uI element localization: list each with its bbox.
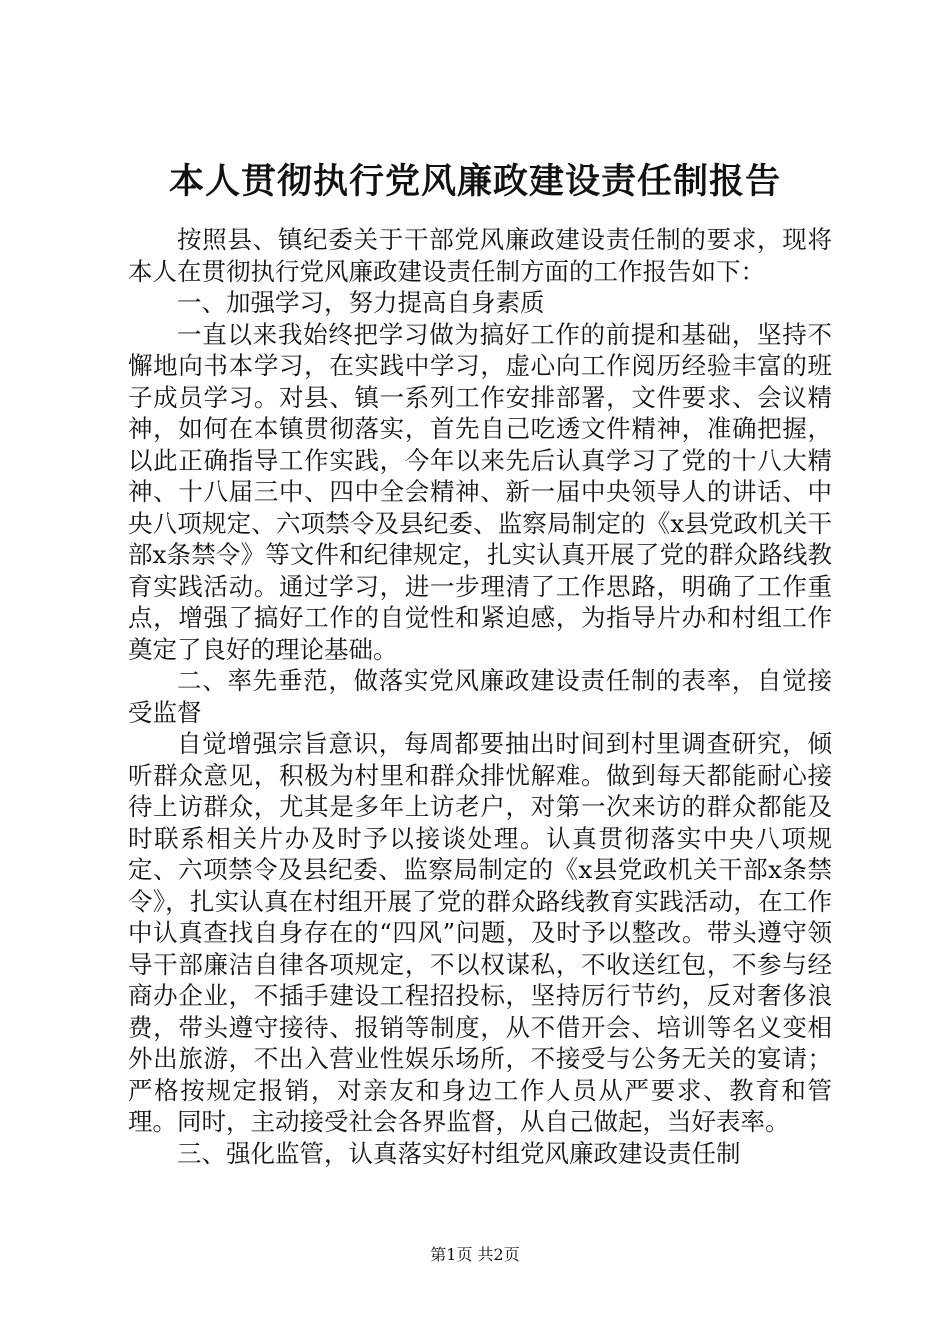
paragraph-intro: 按照县、镇纪委关于干部党风廉政建设责任制的要求，现将本人在贯彻执行党风廉政建设责任制方面的工作报告如下： — [128, 225, 832, 286]
paragraph-example: 自觉增强宗旨意识，每周都要抽出时间到村里调查研究，倾听群众意见，积极为村里和群众排忧解难。做到每天都能耐心接待上访群众，尤其是多年上访老户，对第一次来访的群众都能及时联系相关片办及时予以接谈处理。认真贯彻落实中央八项规定、六项禁令及县纪委、监察局制定的《x县党政机关干部x条禁令》，扎实认真在村组开展了党的群众路线教育实践活动，在工作中认真查找自身存在的“四风”问题，及时予以整改。带头遵守领导干部廉洁自律各项规定，不以权谋私，不收送红包，不参与经商办企业，不插手建设工程招投标，坚持厉行节约，反对奢侈浪费，带头遵守接待、报销等制度，从不借开会、培训等名义变相外出旅游，不出入营业性娱乐场所，不接受与公务无关的宴请；严格按规定报销，对亲友和身边工作人员从严要求、教育和管理。同时，主动接受社会各界监督，从自己做起，当好表率。 — [128, 729, 832, 1136]
paragraph-study: 一直以来我始终把学习做为搞好工作的前提和基础，坚持不懈地向书本学习，在实践中学习，虚心向工作阅历经验丰富的班子成员学习。对县、镇一系列工作安排部署，文件要求、会议精神，如何在本镇贯彻落实，首先自己吃透文件精神，准确把握，以此正确指导工作实践，今年以来先后认真学习了党的十八大精神、十八届三中、四中全会精神、新一届中央领导人的讲话、中央八项规定、六项禁令及县纪委、监察局制定的《x县党政机关干部x条禁令》等文件和纪律规定，扎实认真开展了党的群众路线教育实践活动。通过学习，进一步理清了工作思路，明确了工作重点，增强了搞好工作的自觉性和紧迫感，为指导片办和村组工作奠定了良好的理论基础。 — [128, 319, 832, 664]
section-heading-1: 一、加强学习，努力提高自身素质 — [177, 288, 545, 317]
document-body — [128, 224, 832, 1169]
page-footer: 第1页 共2页 — [430, 1245, 520, 1264]
document-title: 本人贯彻执行党风廉政建设责任制报告 — [168, 161, 781, 202]
section-heading-3: 三、强化监管，认真落实好村组党风廉政建设责任制 — [177, 1138, 741, 1168]
section-heading-2: 二、率先垂范，做落实党风廉政建设责任制的表率，自觉接受监督 — [128, 666, 832, 727]
